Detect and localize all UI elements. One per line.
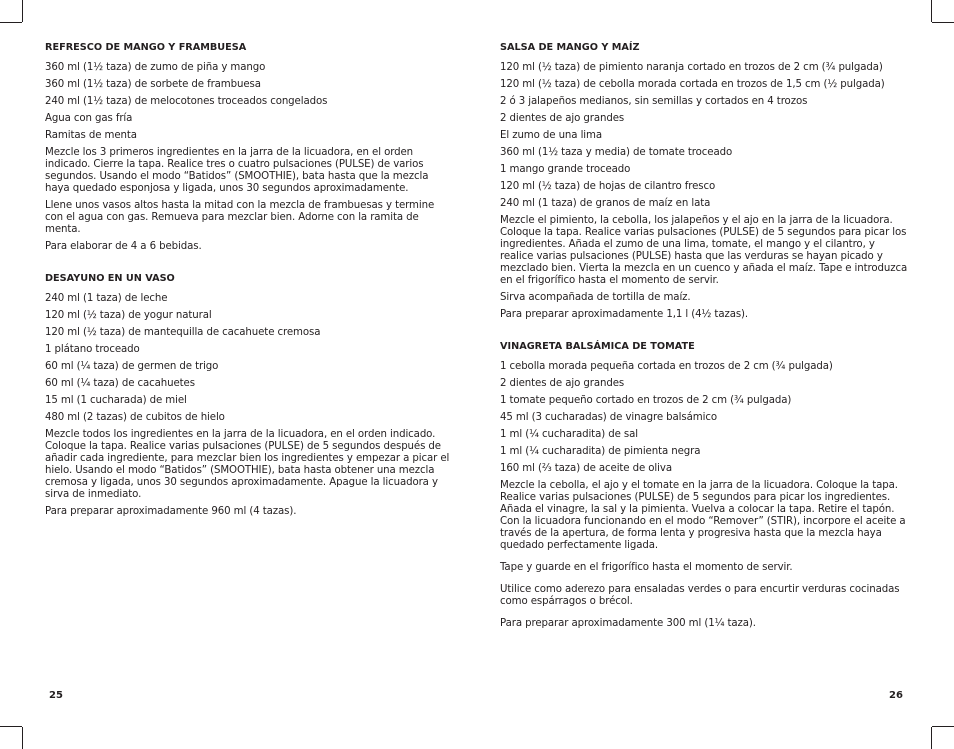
crop-mark-top-left-h	[0, 22, 22, 23]
yield-text: Para preparar aproximadamente 960 ml (4 tazas).	[45, 506, 297, 517]
storage-note: Tape y guarde en el frigorífico hasta el momento de servir.	[500, 562, 793, 573]
ingredient-line: 60 ml (¼ taza) de germen de trigo	[45, 361, 219, 372]
ingredient-line: 240 ml (1 taza) de leche	[45, 293, 168, 304]
ingredient-line: 2 dientes de ajo grandes	[500, 378, 625, 389]
recipe-title: SALSA DE MANGO Y MAÍZ	[500, 42, 640, 53]
ingredient-line: Agua con gas fría	[45, 113, 133, 124]
crop-mark-top-right-h	[932, 22, 954, 23]
ingredient-line: 480 ml (2 tazas) de cubitos de hielo	[45, 412, 225, 423]
instruction-paragraph: Mezcle la cebolla, el ajo y el tomate en la jarra de la licuadora. Coloque la tapa. Realice varias pulsaciones (PULSE) de 5 segundos para picar los ingredientes. Añada el vinagre, la sal y la pimienta. Vuelva a colocar la tapa. Retire el tapón. Con la licuadora funcionando en el modo “Remover” (STIR), incorpore el aceite a través de la apertura, de forma lenta y progresiva hasta que la mezcla haya quedado perfectamente ligada.	[500, 480, 906, 551]
recipe-title: DESAYUNO EN UN VASO	[45, 273, 175, 284]
ingredient-line: El zumo de una lima	[500, 130, 602, 141]
ingredient-line: 120 ml (½ taza) de mantequilla de cacahuete cremosa	[45, 327, 321, 338]
crop-mark-bottom-left-v	[22, 727, 23, 749]
crop-mark-top-right-v	[931, 0, 932, 22]
ingredient-line: 120 ml (½ taza) de yogur natural	[45, 310, 212, 321]
ingredient-line: 45 ml (3 cucharadas) de vinagre balsámico	[500, 412, 717, 423]
usage-note: Utilice como aderezo para ensaladas verdes o para encurtir verduras cocinadas como espárragos o brécol.	[500, 584, 900, 607]
ingredient-line: 360 ml (1½ taza) de sorbete de frambuesa	[45, 79, 261, 90]
crop-mark-top-left-v	[22, 0, 23, 22]
ingredient-line: 1 ml (¼ cucharadita) de pimienta negra	[500, 446, 701, 457]
ingredient-line: 240 ml (1 taza) de granos de maíz en lata	[500, 198, 711, 209]
crop-mark-bottom-left-h	[0, 726, 22, 727]
ingredient-line: 1 plátano troceado	[45, 344, 140, 355]
ingredient-line: 1 ml (¼ cucharadita) de sal	[500, 429, 638, 440]
ingredient-line: 160 ml (⅔ taza) de aceite de oliva	[500, 463, 672, 474]
ingredient-line: 1 cebolla morada pequeña cortada en trozos de 2 cm (¾ pulgada)	[500, 361, 833, 372]
ingredient-line: 60 ml (¼ taza) de cacahuetes	[45, 378, 195, 389]
ingredient-line: 120 ml (½ taza) de hojas de cilantro fresco	[500, 181, 716, 192]
left-page-column	[45, 42, 453, 523]
recipe-title: REFRESCO DE MANGO Y FRAMBUESA	[45, 42, 247, 53]
page-number-left: 25	[49, 690, 63, 701]
yield-text: Para preparar aproximadamente 300 ml (1¼ taza).	[500, 618, 756, 629]
recipe-title: VINAGRETA BALSÁMICA DE TOMATE	[500, 341, 695, 352]
ingredient-line: 240 ml (1½ taza) de melocotones troceados congelados	[45, 96, 328, 107]
ingredient-line: 2 dientes de ajo grandes	[500, 113, 625, 124]
recipe-mango-raspberry	[45, 42, 453, 253]
page-number-right: 26	[889, 690, 903, 701]
ingredient-line: 1 mango grande troceado	[500, 164, 631, 175]
instruction-paragraph: Mezcle los 3 primeros ingredientes en la jarra de la licuadora, en el orden indicado. Cierre la tapa. Realice tres o cuatro pulsaciones (PULSE) de varios segundos. Usando el modo “Batidos” (SMOOTHIE), bata hasta que la mezcla haya quedado esponjosa y ligada, unos 30 segundos aproximadamente.	[45, 147, 429, 194]
instruction-paragraph: Mezcle todos los ingredientes en la jarra de la licuadora, en el orden indicado. Coloque la tapa. Realice varias pulsaciones (PULSE) de 5 segundos después de añadir cada ingrediente, para mezclar bien los ingredientes y empezar a picar el hielo. Usando el modo “Batidos” (SMOOTHIE), bata hasta obtener una mezcla cremosa y ligada, unos 30 segundos aproximadamente. Apague la licuadora y sirva de inmediato.	[45, 429, 450, 500]
recipe-balsamic-tomato-vinaigrette	[500, 341, 908, 630]
ingredient-line: Ramitas de menta	[45, 130, 137, 141]
yield-text: Para preparar aproximadamente 1,1 l (4½ tazas).	[500, 309, 749, 320]
yield-text: Para elaborar de 4 a 6 bebidas.	[45, 241, 202, 252]
instruction-paragraph: Mezcle el pimiento, la cebolla, los jalapeños y el ajo en la jarra de la licuadora. Coloque la tapa. Realice varias pulsaciones (PULSE) de 5 segundos para picar los ingredientes. Añada el zumo de una lima, tomate, el mango y el cilantro, y realice varias pulsaciones (PULSE) hasta que las verduras se hayan picado y mezclado bien. Vierta la mezcla en un cuenco y añada el maíz. Tape e introduzca en el frigorífico hasta el momento de servir.	[500, 215, 908, 286]
recipe-mango-corn-salsa	[500, 42, 908, 321]
ingredient-line: 360 ml (1½ taza) de zumo de piña y mango	[45, 62, 266, 73]
ingredient-line: 360 ml (1½ taza y media) de tomate troceado	[500, 147, 733, 158]
ingredient-line: 2 ó 3 jalapeños medianos, sin semillas y cortados en 4 trozos	[500, 96, 808, 107]
crop-mark-bottom-right-v	[931, 727, 932, 749]
recipe-breakfast-in-a-glass	[45, 273, 453, 518]
ingredient-line: 120 ml (½ taza) de pimiento naranja cortado en trozos de 2 cm (¾ pulgada)	[500, 62, 883, 73]
ingredient-line: 15 ml (1 cucharada) de miel	[45, 395, 187, 406]
ingredient-line: 120 ml (½ taza) de cebolla morada cortada en trozos de 1,5 cm (½ pulgada)	[500, 79, 885, 90]
crop-mark-bottom-right-h	[932, 726, 954, 727]
instruction-paragraph: Llene unos vasos altos hasta la mitad con la mezcla de frambuesas y termine con el agua con gas. Remueva para mezclar bien. Adorne con la ramita de menta.	[45, 200, 435, 235]
serving-suggestion: Sirva acompañada de tortilla de maíz.	[500, 292, 691, 303]
right-page-column	[500, 42, 908, 635]
ingredient-line: 1 tomate pequeño cortado en trozos de 2 cm (¾ pulgada)	[500, 395, 792, 406]
